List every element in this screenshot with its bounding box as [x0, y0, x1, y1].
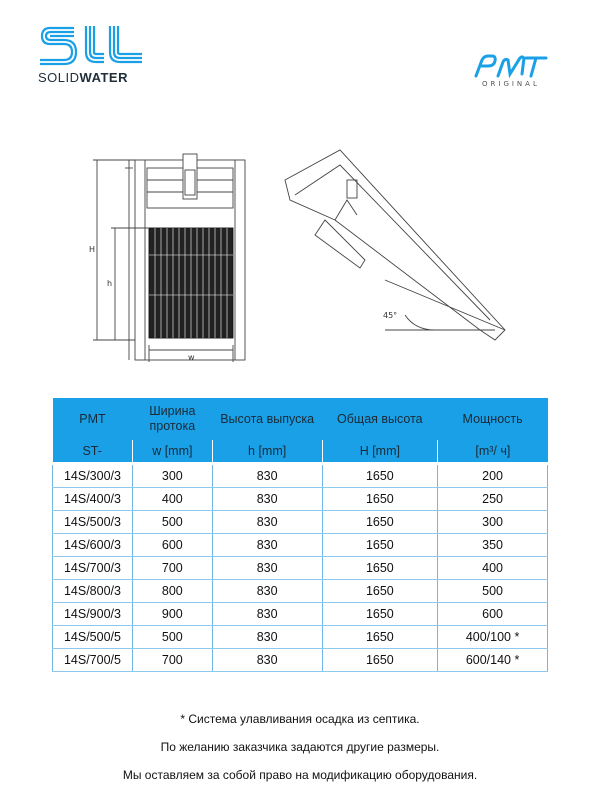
- header-cell: PMT: [53, 398, 133, 440]
- table-cell: 250: [438, 488, 548, 511]
- table-cell: 830: [212, 603, 322, 626]
- table-cell: 500: [132, 511, 212, 534]
- table-cell: 1650: [322, 534, 438, 557]
- header-cell: Высота выпуска: [212, 398, 322, 440]
- table-cell: 1650: [322, 626, 438, 649]
- table-cell: 14S/500/3: [53, 511, 133, 534]
- solidwater-wave-icon: [38, 22, 148, 66]
- table-cell: 350: [438, 534, 548, 557]
- table-cell: 400/100 *: [438, 626, 548, 649]
- header-unit-cell: H [mm]: [322, 440, 438, 464]
- table-cell: 700: [132, 557, 212, 580]
- table-row: [53, 580, 548, 603]
- footnote-custom-sizes: По желанию заказчика задаются другие размеры.: [160, 740, 440, 754]
- table-cell: 14S/600/3: [53, 534, 133, 557]
- table-row: [53, 511, 548, 534]
- table-cell: 600: [132, 534, 212, 557]
- table-row: [53, 626, 548, 649]
- table-cell: 1650: [322, 464, 438, 488]
- spec-table: [52, 398, 548, 672]
- table-row: [53, 557, 548, 580]
- table-cell: 14S/400/3: [53, 488, 133, 511]
- header-unit-cell: ST-: [53, 440, 133, 464]
- header-unit-cell: h [mm]: [212, 440, 322, 464]
- table-cell: 1650: [322, 649, 438, 672]
- table-cell: 600/140 *: [438, 649, 548, 672]
- table-cell: 830: [212, 534, 322, 557]
- header-row-2: [53, 440, 548, 464]
- table-cell: 830: [212, 557, 322, 580]
- header-unit-cell: [m³/ ч]: [438, 440, 548, 464]
- table-cell: 830: [212, 488, 322, 511]
- header-cell: Ширина протока: [132, 398, 212, 440]
- table-cell: 1650: [322, 580, 438, 603]
- table-cell: 14S/300/3: [53, 464, 133, 488]
- pmt-mark-icon: [470, 50, 550, 80]
- table-row: [53, 649, 548, 672]
- solidwater-logo: [38, 22, 158, 92]
- table-cell: 300: [438, 511, 548, 534]
- table-cell: 700: [132, 649, 212, 672]
- table-row: [53, 534, 548, 557]
- table-body: [53, 464, 548, 672]
- table-cell: 830: [212, 580, 322, 603]
- table-cell: 830: [212, 626, 322, 649]
- table-cell: 830: [212, 649, 322, 672]
- table-cell: 14S/500/5: [53, 626, 133, 649]
- pmt-logo: [470, 50, 560, 95]
- header-row-1: [53, 398, 548, 440]
- dim-h-label: h: [107, 279, 113, 288]
- header-cell: Общая высота: [322, 398, 438, 440]
- table-cell: 600: [438, 603, 548, 626]
- table-cell: 500: [438, 580, 548, 603]
- table-cell: 14S/700/3: [53, 557, 133, 580]
- table-cell: 800: [132, 580, 212, 603]
- pmt-subtitle: ORIGINAL: [482, 80, 540, 88]
- table-cell: 830: [212, 464, 322, 488]
- table-cell: 1650: [322, 557, 438, 580]
- table-row: [53, 488, 548, 511]
- table-cell: 400: [132, 488, 212, 511]
- table-cell: 200: [438, 464, 548, 488]
- table-cell: 1650: [322, 511, 438, 534]
- header-cell: Мощность: [438, 398, 548, 440]
- technical-drawing: [85, 140, 525, 370]
- table-row: [53, 603, 548, 626]
- table-cell: 1650: [322, 603, 438, 626]
- table-cell: 14S/700/5: [53, 649, 133, 672]
- table-cell: 400: [438, 557, 548, 580]
- dim-w-label: w: [188, 353, 195, 362]
- table-cell: 500: [132, 626, 212, 649]
- table-cell: 14S/800/3: [53, 580, 133, 603]
- table-cell: 830: [212, 511, 322, 534]
- table-cell: 1650: [322, 488, 438, 511]
- header-unit-cell: w [mm]: [132, 440, 212, 464]
- table-cell: 300: [132, 464, 212, 488]
- table-row: [53, 464, 548, 488]
- footnote-septic: * Система улавливания осадка из септика.: [180, 712, 420, 726]
- dim-angle-label: 45°: [383, 311, 398, 320]
- table-cell: 900: [132, 603, 212, 626]
- solidwater-wordmark: SOLIDWATER: [38, 70, 128, 85]
- table-cell: 14S/900/3: [53, 603, 133, 626]
- dim-H-label: H: [89, 245, 96, 254]
- footnote-modification-right: Мы оставляем за собой право на модификацию оборудования.: [122, 768, 478, 782]
